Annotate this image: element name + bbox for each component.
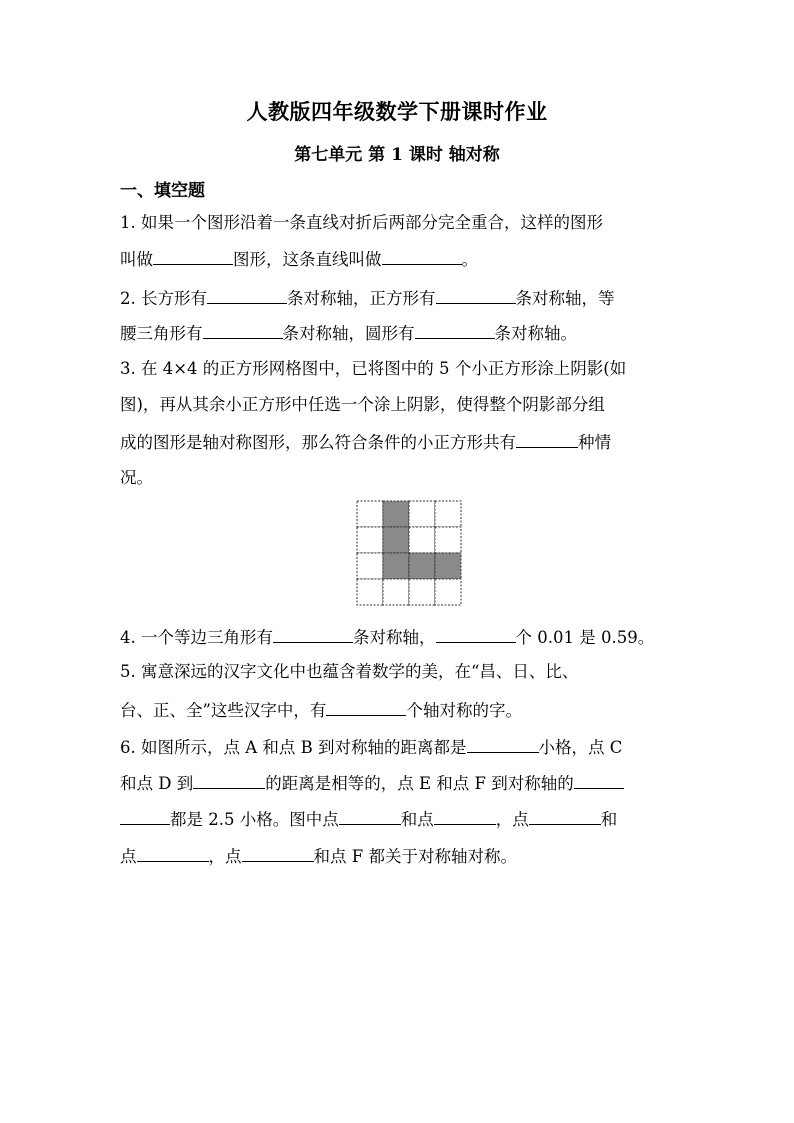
q6-line-1: 6. 如图所示，点 A 和点 B 到对称轴的距离都是 小格，点 C <box>120 734 622 760</box>
grid-cell <box>357 579 383 605</box>
answer-blank[interactable] <box>193 770 265 789</box>
grid-cell-shaded <box>383 527 409 553</box>
grid-cell <box>409 527 435 553</box>
grid-cell <box>435 501 461 527</box>
q3-line-1: 3. 在 4×4 的正方形网格图中，已将图中的 5 个小正方形涂上阴影(如 <box>120 359 627 378</box>
grid-cell <box>357 527 383 553</box>
answer-blank[interactable] <box>436 624 516 643</box>
grid-cell-shaded <box>409 553 435 579</box>
q6-line-3: 都是 2.5 小格。图中点 和点 ，点 和 <box>120 806 617 832</box>
answer-blank[interactable] <box>467 734 539 753</box>
q3-line-4: 况。 <box>120 468 153 487</box>
answer-blank[interactable] <box>382 246 462 265</box>
q1-line-2: 叫做 图形，这条直线叫做 。 <box>120 246 478 272</box>
answer-blank[interactable] <box>153 246 233 265</box>
grid-cell <box>435 527 461 553</box>
grid-cell <box>435 579 461 605</box>
grid-cell <box>409 579 435 605</box>
answer-blank[interactable] <box>203 320 283 339</box>
grid-figure <box>356 500 462 606</box>
grid-cell <box>357 501 383 527</box>
grid-diagram <box>356 500 462 606</box>
answer-blank[interactable] <box>326 697 406 716</box>
answer-blank[interactable] <box>207 285 287 304</box>
answer-blank[interactable] <box>137 843 209 862</box>
q5-line-1: 5. 寓意深远的汉字文化中也蕴含着数学的美，在“昌、日、比、 <box>120 662 579 681</box>
page-subtitle: 第七单元 第 1 课时 轴对称 <box>294 145 500 165</box>
q2-line-2: 腰三角形有 条对称轴，圆形有 条对称轴。 <box>120 320 577 346</box>
grid-cell <box>383 579 409 605</box>
grid-cell-shaded <box>383 501 409 527</box>
q5-line-2: 台、正、全”这些汉字中，有 个轴对称的字。 <box>120 697 522 723</box>
answer-blank[interactable] <box>516 429 578 448</box>
page-title: 人教版四年级数学下册课时作业 <box>246 99 548 124</box>
q3-line-2: 图)，再从其余小正方形中任选一个涂上阴影，使得整个阴影部分组 <box>120 395 605 414</box>
answer-blank[interactable] <box>415 320 495 339</box>
q4-line-1: 4. 一个等边三角形有 条对称轴， 个 0.01 是 0.59。 <box>120 624 654 650</box>
answer-blank[interactable] <box>339 806 401 825</box>
answer-blank[interactable] <box>529 806 601 825</box>
q3-line-3: 成的图形是轴对称图形，那么符合条件的小正方形共有 种情 <box>120 429 611 455</box>
answer-blank[interactable] <box>436 285 516 304</box>
grid-cell-shaded <box>383 553 409 579</box>
q1-line-1: 1. 如果一个图形沿着一条直线对折后两部分完全重合，这样的图形 <box>120 213 603 232</box>
q6-line-2: 和点 D 到 的距离是相等的，点 E 和点 F 到对称轴的 <box>120 770 624 796</box>
grid-cell <box>357 553 383 579</box>
q2-line-1: 2. 长方形有 条对称轴，正方形有 条对称轴，等 <box>120 285 615 311</box>
q6-line-4: 点 ，点 和点 F 都关于对称轴对称。 <box>120 843 517 869</box>
answer-blank[interactable] <box>574 770 624 789</box>
grid-cell-shaded <box>435 553 461 579</box>
answer-blank[interactable] <box>273 624 353 643</box>
section-heading: 一、填空题 <box>120 181 205 201</box>
answer-blank[interactable] <box>242 843 314 862</box>
answer-blank[interactable] <box>120 806 170 825</box>
answer-blank[interactable] <box>434 806 496 825</box>
grid-cell <box>409 501 435 527</box>
